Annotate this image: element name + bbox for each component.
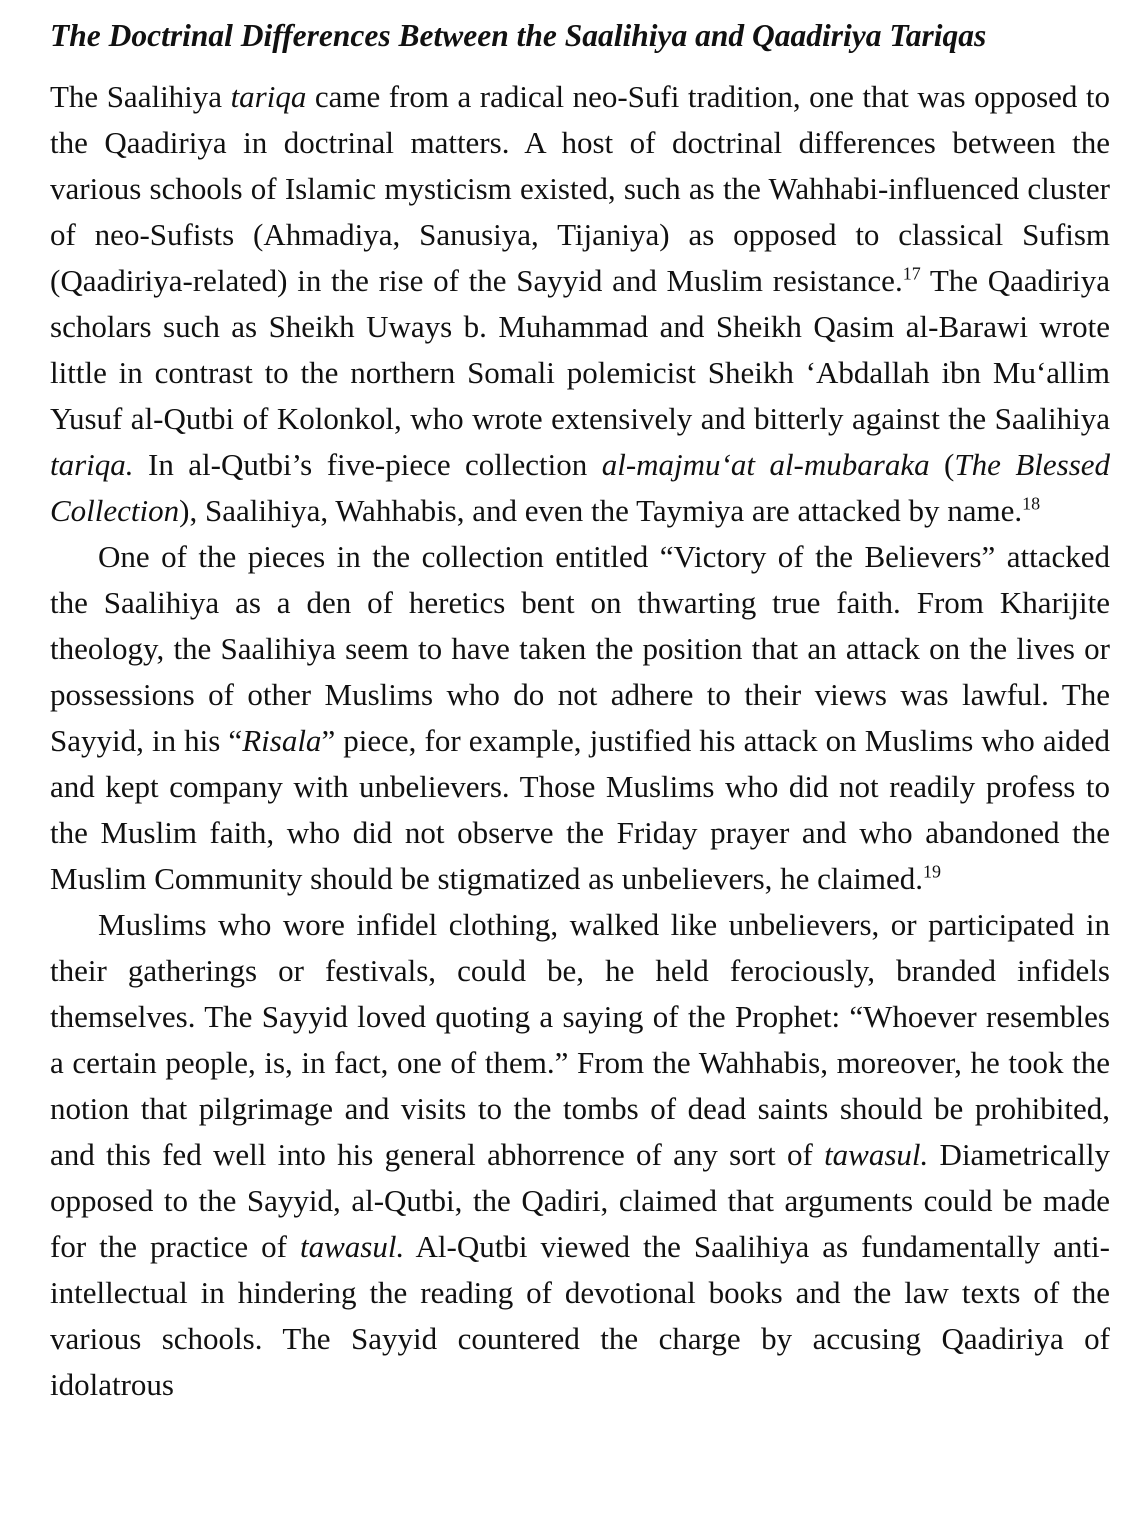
footnote-ref: 17 xyxy=(902,263,921,284)
section-heading: The Doctrinal Differences Between the Saalihiya and Qaadiriya Tariqas xyxy=(50,18,987,53)
body-paragraph xyxy=(50,74,1110,534)
text-run: The Qaadiriya scholars such as Sheikh Uways b. Muhammad and Sheikh Qasim al-Barawi wrote little in contrast to the northern Somali polemicist Sheikh ‘Abdallah ibn Mu‘allim Yusuf al-Qutbi of Kolonkol, who wrote extensively and bitterly against the Saalihiya xyxy=(50,263,1110,436)
text-run: Diametrically opposed to the Sayyid, al-Qutbi, the Qadiri, claimed that arguments could be made for the practice of xyxy=(50,1137,1110,1264)
italic-term: tawasul. xyxy=(824,1137,929,1172)
text-run: One of the pieces in the collection entitled “Victory of the Believers” attacked the Saalihiya as a den of heretics bent on thwarting true faith. From Kharijite theology, the Saalihiya seem to have taken the position that an attack on the lives or possessions of other Muslims who do not adhere to their views was lawful. The Sayyid, in his “ xyxy=(50,539,1110,758)
body-paragraph xyxy=(50,534,1110,902)
text-run: ” piece, for example, justified his attack on Muslims who aided and kept company with unbelievers. Those Muslims who did not readily profess to the Muslim faith, who did not observe the Friday prayer and who abandoned the Muslim Community should be stigmatized as unbelievers, he claimed. xyxy=(50,723,1110,896)
italic-term: tariqa. xyxy=(50,447,134,482)
italic-term: Risala xyxy=(242,723,322,758)
text-run: In al-Qutbi’s five-piece collection xyxy=(133,447,602,482)
italic-term: The Blessed Collection xyxy=(50,447,1111,528)
body-paragraph xyxy=(50,902,1110,1408)
footnote-ref: 19 xyxy=(923,861,942,882)
body-text xyxy=(50,74,1110,1408)
italic-term: tariqa xyxy=(230,79,307,114)
text-run: Al-Qutbi viewed the Saalihiya as fundamentally anti-intellectual in hindering the reading of devotional books and the law texts of the various schools. The Sayyid countered the charge by accusing Qaadiriya of idolatrous xyxy=(50,1229,1110,1402)
text-run: The Saalihiya xyxy=(50,79,231,114)
text-run: ), Saalihiya, Wahhabis, and even the Taymiya are attacked by name. xyxy=(179,493,1023,528)
text-run: ( xyxy=(929,447,955,482)
book-page xyxy=(50,18,1110,1408)
text-run: Muslims who wore infidel clothing, walked like unbelievers, or participated in their gatherings or festivals, could be, he held ferociously, branded infidels themselves. The Sayyid loved quoting a saying of the Prophet: “Whoever resembles a certain people, is, in fact, one of them.” From the Wahhabis, moreover, he took the notion that pilgrimage and visits to the tombs of dead saints should be prohibited, and this fed well into his general abhorrence of any sort of xyxy=(50,907,1110,1172)
text-run: came from a radical neo-Sufi tradition, one that was opposed to the Qaadiriya in doctrinal matters. A host of doctrinal differences between the various schools of Islamic mysticism existed, such as the Wahhabi-influenced cluster of neo-Sufists (Ahmadiya, Sanusiya, Tijaniya) as opposed to classical Sufism (Qaadiriya-related) in the rise of the Sayyid and Muslim resistance. xyxy=(50,79,1111,298)
italic-term: tawasul. xyxy=(300,1229,405,1264)
italic-term: al-majmu‘at al-mubaraka xyxy=(601,447,930,482)
footnote-ref: 18 xyxy=(1022,493,1041,514)
